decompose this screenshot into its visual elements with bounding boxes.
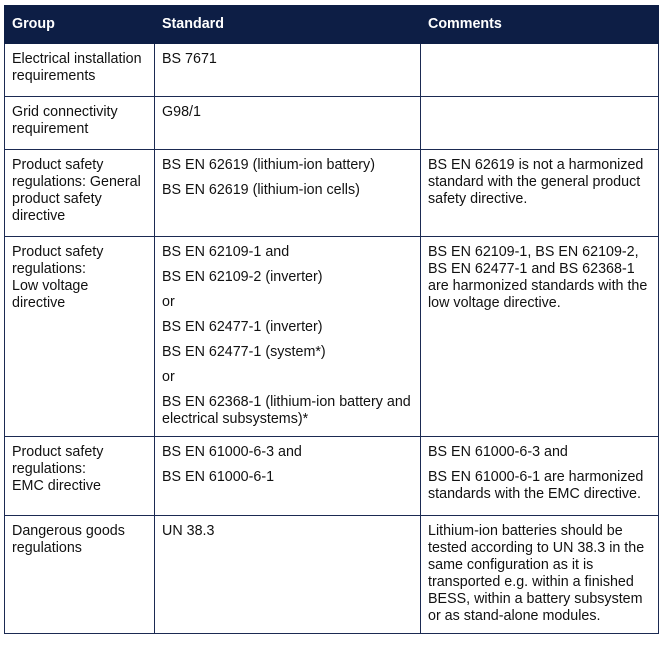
header-standard: Standard	[155, 6, 421, 44]
standard-cell	[155, 150, 421, 237]
group-cell	[5, 237, 155, 437]
standard-entry: BS EN 62477-1 (inverter)	[162, 319, 323, 335]
standard-separator: or	[162, 369, 175, 385]
group-cell: Product safety regulations: General product safety directive	[5, 150, 155, 237]
comment-text: BS EN 62109-1, BS EN 62109-2, BS EN 62477-1 and BS 62368-1 are harmonized standards with the low voltage directive.	[428, 244, 648, 311]
group-line: Product safety	[12, 444, 104, 460]
standards-table	[4, 5, 659, 634]
table-header-row	[5, 6, 659, 44]
standard-entry: BS EN 62109-1 and	[162, 244, 290, 260]
group-line: regulations:	[12, 261, 86, 277]
table-row	[5, 97, 659, 150]
standard-entry: BS EN 62619 (lithium-ion battery)	[162, 157, 375, 173]
standard-entry: UN 38.3	[162, 523, 215, 539]
group-cell: Dangerous goods regulations	[5, 516, 155, 634]
standard-entry: G98/1	[162, 104, 201, 120]
group-line: Low voltage	[12, 278, 89, 294]
group-line: Product safety	[12, 244, 104, 260]
standard-separator: or	[162, 294, 175, 310]
standard-entry: BS EN 61000-6-3 and	[162, 444, 302, 460]
comment-text: Lithium-ion batteries should be tested according to UN 38.3 in the same configuration as it is transported e.g. within a finished BESS, within a battery subsystem or as stand-alone modules.	[428, 523, 645, 624]
standard-entry: BS EN 62109-2 (inverter)	[162, 269, 323, 285]
standard-entry: BS EN 62477-1 (system*)	[162, 344, 326, 360]
standards-table-wrapper	[4, 5, 659, 634]
standard-cell	[155, 516, 421, 634]
comments-cell	[421, 150, 659, 237]
table-row	[5, 437, 659, 516]
standard-entry: BS 7671	[162, 51, 217, 67]
group-line: EMC directive	[12, 478, 101, 494]
comments-cell	[421, 516, 659, 634]
standard-cell	[155, 44, 421, 97]
comment-text: BS EN 61000-6-1 are harmonized standards with the EMC directive.	[428, 469, 644, 502]
standard-entry: BS EN 62619 (lithium-ion cells)	[162, 182, 360, 198]
standard-entry: BS EN 61000-6-1	[162, 469, 275, 485]
standard-cell	[155, 437, 421, 516]
group-line: directive	[12, 295, 66, 311]
comments-cell	[421, 44, 659, 97]
standard-cell	[155, 237, 421, 437]
comment-text: BS EN 62619 is not a harmonized standard with the general product safety directive.	[428, 157, 644, 207]
comments-cell	[421, 437, 659, 516]
standard-entry: BS EN 62368-1 (lithium-ion battery and electrical subsystems)*	[162, 394, 411, 427]
table-row	[5, 44, 659, 97]
standard-cell	[155, 97, 421, 150]
comment-text: BS EN 61000-6-3 and	[428, 444, 568, 460]
group-cell	[5, 437, 155, 516]
comments-cell	[421, 97, 659, 150]
table-row	[5, 150, 659, 237]
header-group: Group	[5, 6, 155, 44]
group-line: regulations:	[12, 461, 86, 477]
comments-cell	[421, 237, 659, 437]
table-row	[5, 237, 659, 437]
table-row	[5, 516, 659, 634]
header-comments: Comments	[421, 6, 659, 44]
group-cell: Grid connectivity requirement	[5, 97, 155, 150]
group-cell: Electrical installation requirements	[5, 44, 155, 97]
